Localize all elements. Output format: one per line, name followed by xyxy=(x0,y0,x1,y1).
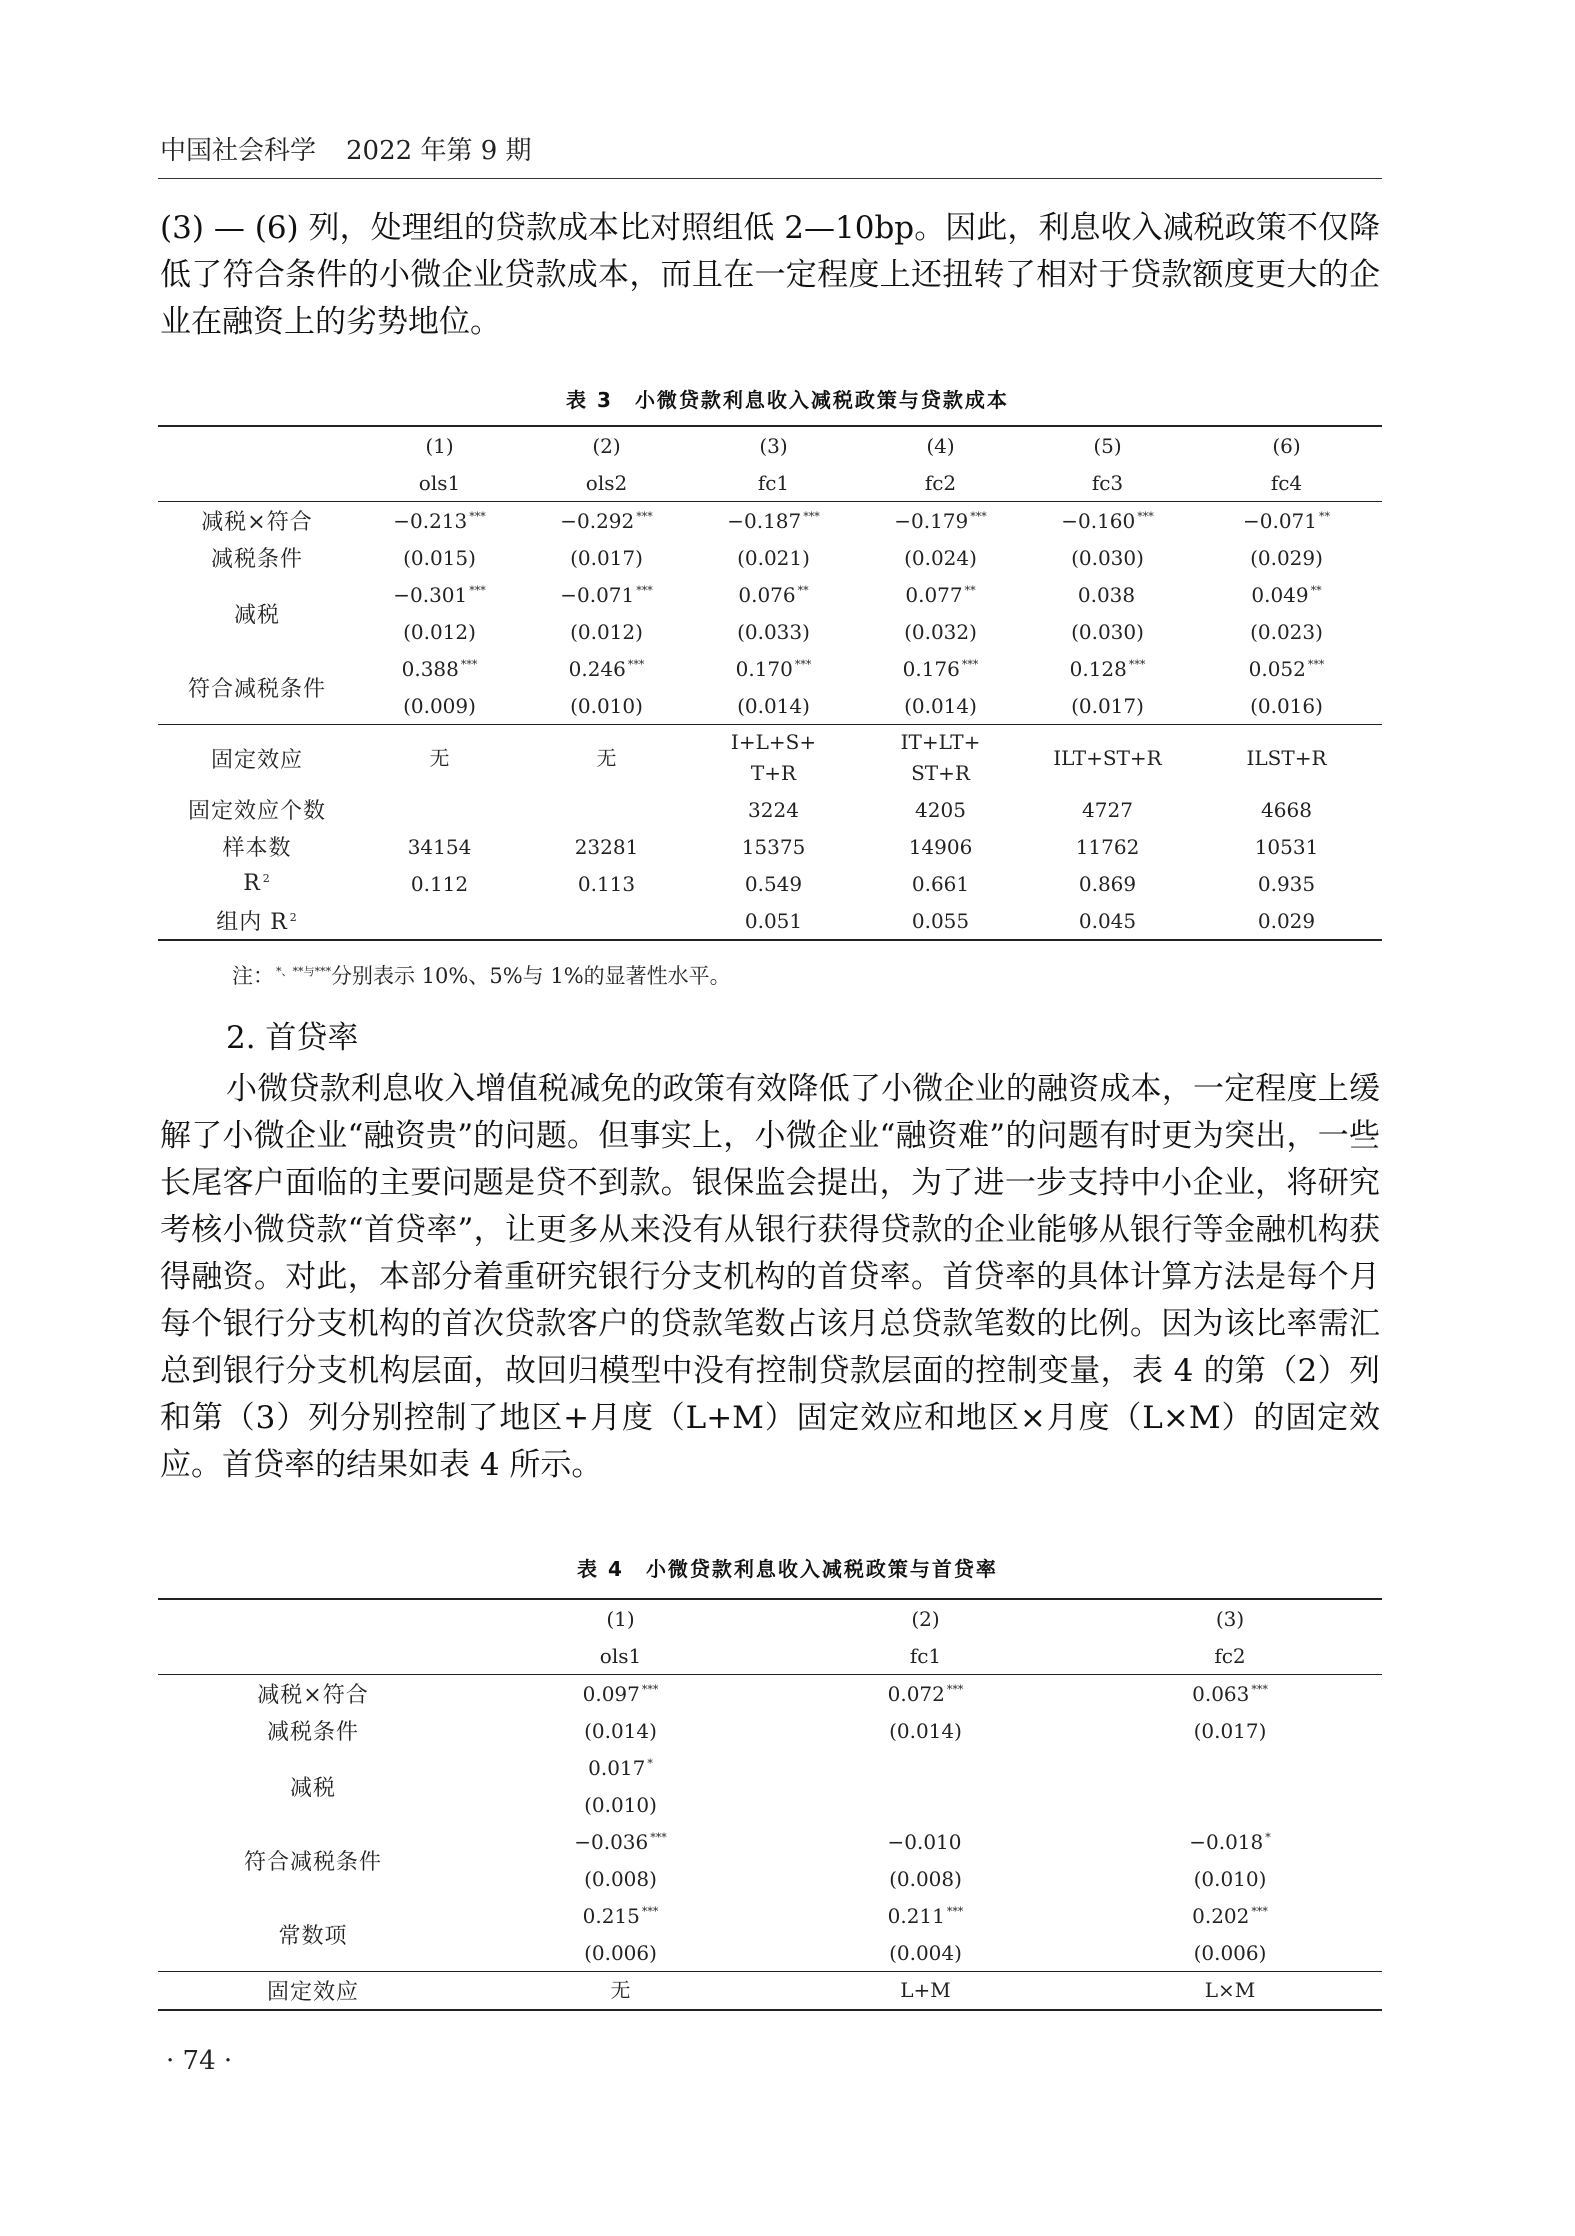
fixed-effects-label: 固定效应 xyxy=(158,1972,468,2011)
coefficient-value: 0.077 xyxy=(905,582,963,607)
coefficient-value: 0.388 xyxy=(401,656,459,681)
standard-error-cell: (0.024) xyxy=(904,545,977,570)
standard-error-cell: (0.012) xyxy=(403,619,476,644)
standard-error-cell: (0.008) xyxy=(889,1866,962,1891)
standard-error-cell: (0.016) xyxy=(1250,693,1323,718)
coefficient-value: −0.036 xyxy=(574,1829,649,1854)
summary-value xyxy=(356,902,523,940)
significance-stars: *** xyxy=(803,509,820,523)
header-row-names xyxy=(158,1637,1382,1675)
se-row xyxy=(158,539,1382,576)
significance-stars: *** xyxy=(460,657,478,671)
coefficient-cell xyxy=(773,1675,1078,1713)
fixed-effects-cell: L+M xyxy=(773,1972,1078,2011)
col-name: ols1 xyxy=(418,470,461,495)
page-number: · 74 · xyxy=(166,2046,233,2076)
fixed-effects-cell: 无 xyxy=(468,1972,773,2011)
fixed-effects-line: I+L+S+ xyxy=(730,730,817,754)
fixed-effects-cell xyxy=(523,725,690,792)
journal-name: 中国社会科学 xyxy=(160,136,317,166)
significance-stars: ** xyxy=(1319,509,1330,523)
coef-row xyxy=(158,502,1382,540)
standard-error-cell: (0.021) xyxy=(737,545,810,570)
summary-value: 23281 xyxy=(574,834,639,859)
variable-label: 减税×符合 xyxy=(158,502,356,540)
fixed-effects-line: IT+LT+ xyxy=(900,730,981,754)
summary-value: 0.661 xyxy=(911,871,970,896)
header-rule xyxy=(158,178,1382,179)
significance-stars: *** xyxy=(641,1904,659,1918)
coefficient-value: 0.017 xyxy=(588,1755,646,1780)
table3-note xyxy=(232,960,731,990)
col-name: fc1 xyxy=(909,1643,942,1668)
standard-error-cell: (0.006) xyxy=(1193,1940,1267,1965)
significance-stars: *** xyxy=(469,583,486,597)
coef-row xyxy=(158,576,1382,613)
fixed-effects-cell xyxy=(690,725,857,792)
fixed-effects-cell xyxy=(356,725,523,792)
standard-error-cell: (0.008) xyxy=(584,1866,657,1891)
coefficient-cell xyxy=(356,650,523,687)
fixed-effects-row xyxy=(158,1972,1382,2011)
standard-error-cell: (0.014) xyxy=(889,1718,962,1743)
fixed-effects-line: ILST+R xyxy=(1246,745,1327,770)
standard-error-cell: (0.032) xyxy=(904,619,977,644)
standard-error-cell: (0.004) xyxy=(889,1940,962,1965)
coefficient-cell xyxy=(468,1749,773,1786)
coefficient-value: −0.292 xyxy=(560,508,635,533)
coefficient-cell xyxy=(690,502,857,540)
summary-value: 15375 xyxy=(741,834,806,859)
coefficient-cell xyxy=(1078,1823,1382,1860)
col-number: (3) xyxy=(690,426,857,464)
col-number: (6) xyxy=(1191,426,1382,464)
coefficient-cell xyxy=(468,1823,773,1860)
coefficient-value: −0.018 xyxy=(1189,1829,1264,1854)
note-text: 分别表示 10%、5%与 1%的显著性水平。 xyxy=(331,964,731,988)
col-name: fc2 xyxy=(1214,1643,1246,1668)
significance-stars: *** xyxy=(1251,1682,1268,1696)
header-row-names xyxy=(158,464,1382,502)
coefficient-cell xyxy=(1078,1675,1382,1713)
coefficient-value: 0.170 xyxy=(735,656,793,681)
significance-stars: *** xyxy=(469,509,486,523)
summary-value: 0.051 xyxy=(690,902,857,940)
table4 xyxy=(158,1598,1382,2011)
col-name: fc3 xyxy=(1091,470,1124,495)
note-stars: *、**与*** xyxy=(276,965,331,978)
coefficient-value: 0.049 xyxy=(1251,582,1309,607)
col-number: (4) xyxy=(857,426,1024,464)
coefficient-value: 0.063 xyxy=(1192,1681,1250,1706)
col-name: ols1 xyxy=(599,1643,642,1668)
summary-value xyxy=(523,791,690,828)
standard-error-cell: (0.029) xyxy=(1250,545,1323,570)
coefficient-cell xyxy=(1024,502,1191,540)
col-number: (2) xyxy=(773,1599,1078,1637)
header-corner xyxy=(158,1637,468,1675)
summary-value: 0.055 xyxy=(857,902,1024,940)
variable-label: 符合减税条件 xyxy=(187,676,326,702)
significance-stars: *** xyxy=(636,583,653,597)
significance-stars: *** xyxy=(627,657,645,671)
variable-label: 减税条件 xyxy=(266,1720,359,1745)
significance-stars: *** xyxy=(1251,1904,1268,1918)
col-name: fc2 xyxy=(924,470,957,495)
summary-label-text: 样本数 xyxy=(222,836,292,861)
significance-stars: *** xyxy=(946,1904,964,1918)
summary-label-text: 组内 R xyxy=(216,910,288,935)
standard-error-cell: (0.014) xyxy=(904,693,977,718)
header-row-numbers xyxy=(158,1599,1382,1637)
summary-row-n-obs xyxy=(158,828,1382,865)
coefficient-value: 0.176 xyxy=(902,656,960,681)
standard-error-cell: (0.023) xyxy=(1250,619,1323,644)
coefficient-cell xyxy=(1078,1897,1382,1934)
coefficient-cell xyxy=(857,650,1024,687)
summary-value: 34154 xyxy=(407,834,472,859)
coefficient-cell xyxy=(356,502,523,540)
standard-error-cell: (0.014) xyxy=(737,693,810,718)
fixed-effects-cell xyxy=(1024,725,1191,792)
standard-error-cell: (0.010) xyxy=(584,1792,657,1817)
summary-value: 0.549 xyxy=(744,871,803,896)
coefficient-cell xyxy=(523,502,690,540)
significance-stars: ** xyxy=(1310,583,1322,597)
summary-row-r2-within xyxy=(158,902,1382,940)
standard-error-cell: (0.010) xyxy=(570,693,643,718)
standard-error-cell: (0.015) xyxy=(403,545,476,570)
coef-row xyxy=(158,1749,1382,1786)
coefficient-cell xyxy=(773,1823,1078,1860)
coefficient-cell xyxy=(1078,1749,1382,1786)
table3 xyxy=(158,425,1382,941)
fixed-effects-line: ST+R xyxy=(911,761,970,785)
coefficient-value: 0.052 xyxy=(1248,656,1306,681)
coefficient-value: 0.215 xyxy=(582,1903,640,1928)
summary-value: 4727 xyxy=(1082,797,1133,822)
significance-stars: *** xyxy=(1307,657,1325,671)
variable-label: 减税 xyxy=(233,602,280,628)
summary-label-text: 固定效应个数 xyxy=(187,799,326,824)
significance-stars: *** xyxy=(641,1682,659,1696)
significance-stars: *** xyxy=(1128,657,1146,671)
summary-value: 4205 xyxy=(915,797,966,822)
intro-paragraph: (3) — (6) 列，处理组的贷款成本比对照组低 2—10bp。因此，利息收入减税政策不仅降低了符合条件的小微企业贷款成本，而且在一定程度上还扭转了相对于贷款额度更大的企业在融资上的劣势地位。 xyxy=(160,210,1380,340)
summary-label-sup: 2 xyxy=(262,872,271,885)
coefficient-cell xyxy=(523,650,690,687)
summary-label xyxy=(158,902,356,940)
summary-label-text: R xyxy=(243,871,261,896)
coef-row xyxy=(158,1897,1382,1934)
summary-value: 10531 xyxy=(1254,834,1319,859)
summary-value xyxy=(523,902,690,940)
coefficient-value: 0.097 xyxy=(582,1681,640,1706)
se-row xyxy=(158,1712,1382,1749)
coef-row xyxy=(158,1823,1382,1860)
table3-caption xyxy=(0,384,1575,413)
standard-error-cell: (0.017) xyxy=(1071,693,1144,718)
table3-number: 表 3 xyxy=(566,388,613,412)
header-corner xyxy=(158,426,356,464)
significance-stars: ** xyxy=(797,583,809,597)
summary-label xyxy=(158,791,356,828)
summary-value: 11762 xyxy=(1075,834,1140,859)
header-corner xyxy=(158,1599,468,1637)
standard-error-cell: (0.033) xyxy=(737,619,810,644)
significance-stars: *** xyxy=(1137,509,1154,523)
coefficient-value: 0.076 xyxy=(738,582,796,607)
col-name: fc1 xyxy=(757,470,790,495)
summary-value: 3224 xyxy=(748,797,799,822)
standard-error-cell: (0.006) xyxy=(584,1940,657,1965)
significance-stars: *** xyxy=(970,509,987,523)
fixed-effects-cell xyxy=(1191,725,1382,792)
variable-label: 符合减税条件 xyxy=(243,1849,382,1875)
table3-title: 小微贷款利息收入减税政策与贷款成本 xyxy=(634,388,1009,412)
col-name: ols2 xyxy=(585,470,628,495)
standard-error-cell xyxy=(773,1786,1078,1823)
standard-error-cell: (0.014) xyxy=(584,1718,657,1743)
significance-stars: *** xyxy=(946,1682,964,1696)
col-number: (1) xyxy=(468,1599,773,1637)
col-number: (3) xyxy=(1078,1599,1382,1637)
coefficient-value: −0.301 xyxy=(393,582,468,607)
coef-row xyxy=(158,650,1382,687)
fixed-effects-cell: L×M xyxy=(1078,1972,1382,2011)
summary-value xyxy=(356,791,523,828)
standard-error-cell: (0.030) xyxy=(1071,545,1144,570)
coefficient-value: −0.071 xyxy=(560,582,635,607)
significance-stars: ** xyxy=(964,583,976,597)
coefficient-value: 0.211 xyxy=(887,1903,945,1928)
main-paragraph: 小微贷款利息收入增值税减免的政策有效降低了小微企业的融资成本，一定程度上缓解了小微企业“融资贵”的问题。但事实上，小微企业“融资难”的问题有时更为突出，一些长尾客户面临的主要问题是贷不到款。银保监会提出，为了进一步支持中小企业，将研究考核小微贷款“首贷率”，让更多从来没有从银行获得贷款的企业能够从银行等金融机构获得融资。对此，本部分着重研究银行分支机构的首贷率。首贷率的具体计算方法是每个月每个银行分支机构的首次贷款客户的贷款笔数占该月总贷款笔数的比例。因为该比率需汇总到银行分支机构层面，故回归模型中没有控制贷款层面的控制变量，表 4 的第（2）列和第（3）列分别控制了地区+月度（L+M）固定效应和地区×月度（L×M）的固定效应。首贷率的结果如表 4 所示。 xyxy=(160,1071,1380,1483)
running-header xyxy=(160,130,532,167)
summary-value: 0.029 xyxy=(1191,902,1382,940)
coefficient-cell xyxy=(1024,650,1191,687)
fixed-effects-row xyxy=(158,725,1382,792)
section-heading: 2. 首贷率 xyxy=(226,1020,359,1056)
coefficient-cell xyxy=(857,502,1024,540)
significance-stars: *** xyxy=(794,657,812,671)
coefficient-value: −0.071 xyxy=(1242,508,1317,533)
coefficient-value: −0.187 xyxy=(727,508,802,533)
summary-value: 14906 xyxy=(908,834,973,859)
coefficient-cell xyxy=(1191,650,1382,687)
note-prefix: 注： xyxy=(232,964,274,988)
standard-error-cell: (0.017) xyxy=(570,545,643,570)
standard-error-cell: (0.012) xyxy=(570,619,643,644)
coefficient-cell xyxy=(1191,502,1382,540)
significance-stars: *** xyxy=(636,509,653,523)
summary-value: 0.935 xyxy=(1257,871,1316,896)
coefficient-value: −0.160 xyxy=(1061,508,1136,533)
significance-stars: *** xyxy=(961,657,979,671)
coefficient-cell xyxy=(690,576,857,613)
significance-stars: * xyxy=(1265,1830,1271,1844)
fixed-effects-cell xyxy=(857,725,1024,792)
col-number: (5) xyxy=(1024,426,1191,464)
variable-label: 常数项 xyxy=(278,1923,348,1949)
standard-error-cell xyxy=(1078,1786,1382,1823)
summary-label-sup: 2 xyxy=(289,911,298,924)
fixed-effects-label: 固定效应 xyxy=(158,725,356,792)
fixed-effects-line: 无 xyxy=(596,745,617,770)
summary-label xyxy=(158,865,356,902)
significance-stars: * xyxy=(647,1756,653,1770)
header-corner xyxy=(158,464,356,502)
coefficient-cell xyxy=(773,1897,1078,1934)
coefficient-value: 0.202 xyxy=(1192,1903,1250,1928)
col-number: (2) xyxy=(523,426,690,464)
coefficient-value: 0.072 xyxy=(887,1681,945,1706)
header-row-numbers xyxy=(158,426,1382,464)
coefficient-cell xyxy=(857,576,1024,613)
variable-label: 减税 xyxy=(289,1775,336,1801)
coefficient-value: −0.010 xyxy=(887,1829,962,1854)
standard-error-cell: (0.010) xyxy=(1193,1866,1267,1891)
coefficient-cell xyxy=(1191,576,1382,613)
summary-value: 0.113 xyxy=(577,871,636,896)
table4-title: 小微贷款利息收入减税政策与首贷率 xyxy=(645,1557,998,1581)
standard-error-cell: (0.009) xyxy=(403,693,476,718)
summary-value: 0.869 xyxy=(1078,871,1137,896)
standard-error-cell: (0.017) xyxy=(1193,1718,1267,1743)
variable-label: 减税×符合 xyxy=(158,1675,468,1713)
fixed-effects-line: 无 xyxy=(429,745,450,770)
summary-value: 4668 xyxy=(1261,797,1312,822)
standard-error-cell: (0.030) xyxy=(1071,619,1144,644)
summary-row-fe-count xyxy=(158,791,1382,828)
summary-row-r2 xyxy=(158,865,1382,902)
table4-number: 表 4 xyxy=(577,1557,624,1581)
coefficient-cell xyxy=(690,650,857,687)
coefficient-value: −0.179 xyxy=(894,508,969,533)
coefficient-cell xyxy=(468,1675,773,1713)
fixed-effects-line: T+R xyxy=(750,761,797,785)
col-name: fc4 xyxy=(1270,470,1303,495)
coefficient-cell xyxy=(523,576,690,613)
col-number: (1) xyxy=(356,426,523,464)
coefficient-cell xyxy=(468,1897,773,1934)
summary-value: 0.045 xyxy=(1024,902,1191,940)
summary-label xyxy=(158,828,356,865)
variable-label: 减税条件 xyxy=(210,547,303,572)
coef-row xyxy=(158,1675,1382,1713)
coefficient-cell xyxy=(773,1749,1078,1786)
summary-value: 0.112 xyxy=(410,871,469,896)
coefficient-value: 0.246 xyxy=(568,656,626,681)
fixed-effects-line: ILT+ST+R xyxy=(1053,745,1162,770)
coefficient-cell xyxy=(356,576,523,613)
issue-label: 2022 年第 9 期 xyxy=(346,136,532,166)
coefficient-value: −0.213 xyxy=(393,508,468,533)
coefficient-value: 0.038 xyxy=(1077,582,1136,607)
table4-caption xyxy=(0,1553,1575,1582)
significance-stars: *** xyxy=(650,1830,667,1844)
coefficient-cell xyxy=(1024,576,1191,613)
coefficient-value: 0.128 xyxy=(1069,656,1127,681)
